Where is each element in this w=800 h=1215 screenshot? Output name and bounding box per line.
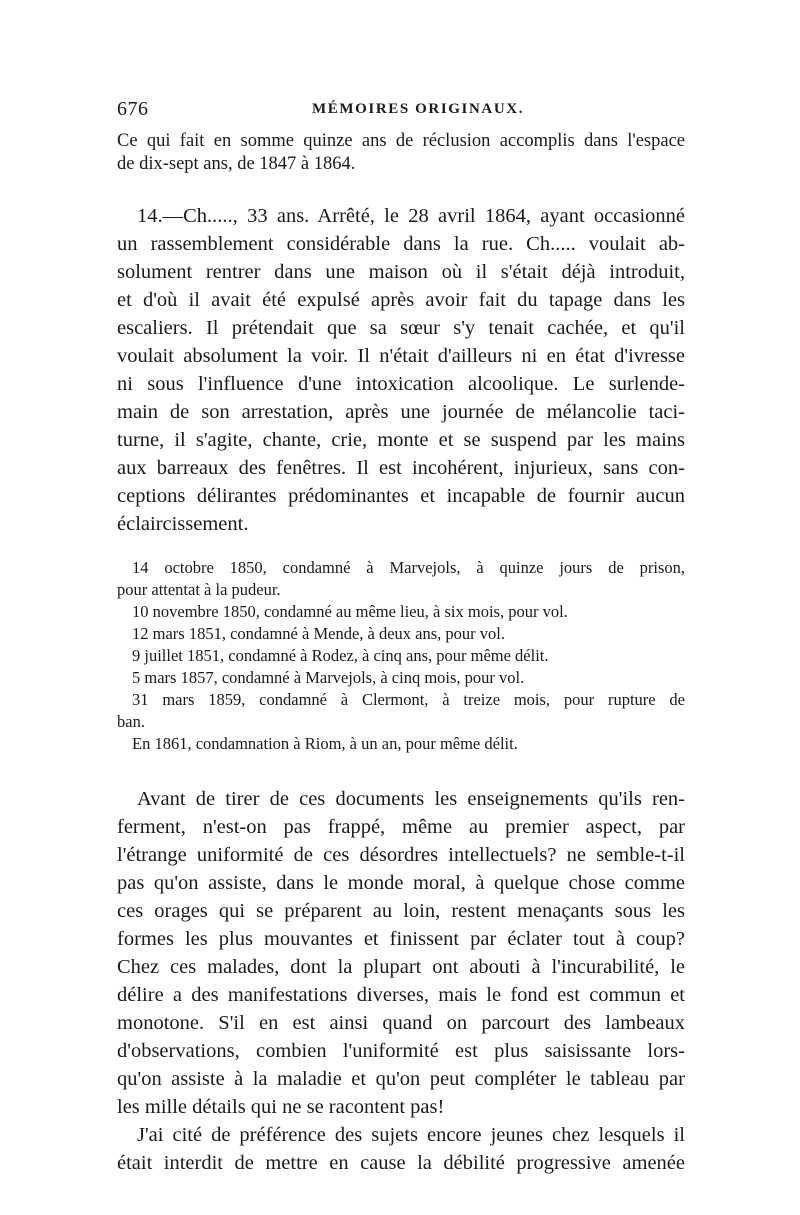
record-line: 12 mars 1851, condamné à Mende, à deux ans, pour vol. <box>132 624 505 643</box>
text-line: l'étrange uniformité de ces désordres intellectuels? ne semble-t-il <box>117 844 685 866</box>
text-line: Ce qui fait en somme quinze ans de réclusion accomplis dans l'espace <box>117 131 685 151</box>
record-line: 5 mars 1857, condamné à Marvejols, à cinq mois, pour vol. <box>132 668 525 687</box>
text-line: délire a des manifestations diverses, mais le fond est commun et <box>117 984 685 1006</box>
text-line: les mille détails qui ne se racontent pas! <box>117 1096 445 1118</box>
text-line: était interdit de mettre en cause la débilité progressive amenée <box>117 1152 685 1174</box>
text-line: formes les plus mouvantes et finissent par éclater tout à coup? <box>117 928 685 950</box>
record-line: ban. <box>117 712 145 731</box>
text-line: éclaircissement. <box>117 513 249 535</box>
record-line: 10 novembre 1850, condamné au même lieu, à six mois, pour vol. <box>132 602 568 621</box>
text-line: Chez ces malades, dont la plupart ont abouti à l'incurabilité, le <box>117 956 685 978</box>
record-line: 31 mars 1859, condamné à Clermont, à treize mois, pour rupture de <box>132 690 685 709</box>
record-line: pour attentat à la pudeur. <box>117 580 281 599</box>
text-line: J'ai cité de préférence des sujets encore jeunes chez lesquels il <box>137 1124 685 1146</box>
record-line: En 1861, condamnation à Riom, à un an, pour même délit. <box>132 734 518 753</box>
text-line: escaliers. Il prétendait que sa sœur s'y tenait cachée, et qu'il <box>117 317 685 339</box>
page-number: 676 <box>117 98 149 120</box>
record-line: 14 octobre 1850, condamné à Marvejols, à quinze jours de prison, <box>132 558 685 577</box>
text-line: Avant de tirer de ces documents les enseignements qu'ils ren- <box>137 788 685 810</box>
text-line: voulait absolument la voir. Il n'était d'ailleurs ni en état d'ivresse <box>117 345 685 367</box>
text-line: un rassemblement considérable dans la rue. Ch..... voulait ab- <box>117 233 685 255</box>
text-line: main de son arrestation, après une journée de mélancolie taci- <box>117 401 685 423</box>
record-line: 9 juillet 1851, condamné à Rodez, à cinq ans, pour même délit. <box>132 646 549 665</box>
page-header <box>117 98 685 124</box>
text-line: ceptions délirantes prédominantes et incapable de fournir aucun <box>117 485 685 507</box>
text-line: pas qu'on assiste, dans le monde moral, à quelque chose comme <box>117 872 685 894</box>
text-line: de dix-sept ans, de 1847 à 1864. <box>117 154 356 174</box>
text-line: solument rentrer dans une maison où il s'était déjà introduit, <box>117 261 685 283</box>
text-line: turne, il s'agite, chante, crie, monte et se suspend par les mains <box>117 429 685 451</box>
text-line: monotone. S'il en est ainsi quand on parcourt des lambeaux <box>117 1012 685 1034</box>
text-line: ferment, n'est-on pas frappé, même au premier aspect, par <box>117 816 685 838</box>
running-head: MÉMOIRES ORIGINAUX. <box>312 101 525 117</box>
text-line: et d'où il avait été expulsé après avoir fait du tapage dans les <box>117 289 685 311</box>
text-line: ni sous l'influence d'une intoxication alcoolique. Le surlende- <box>117 373 685 395</box>
text-line: aux barreaux des fenêtres. Il est incohérent, injurieux, sans con- <box>117 457 685 479</box>
text-line: qu'on assiste à la maladie et qu'on peut compléter le tableau par <box>117 1068 685 1090</box>
text-line: 14.—Ch....., 33 ans. Arrêté, le 28 avril 1864, ayant occasionné <box>137 205 685 227</box>
text-line: d'observations, combien l'uniformité est plus saisissante lors- <box>117 1040 685 1062</box>
text-line: ces orages qui se préparent au loin, restent menaçants sous les <box>117 900 685 922</box>
